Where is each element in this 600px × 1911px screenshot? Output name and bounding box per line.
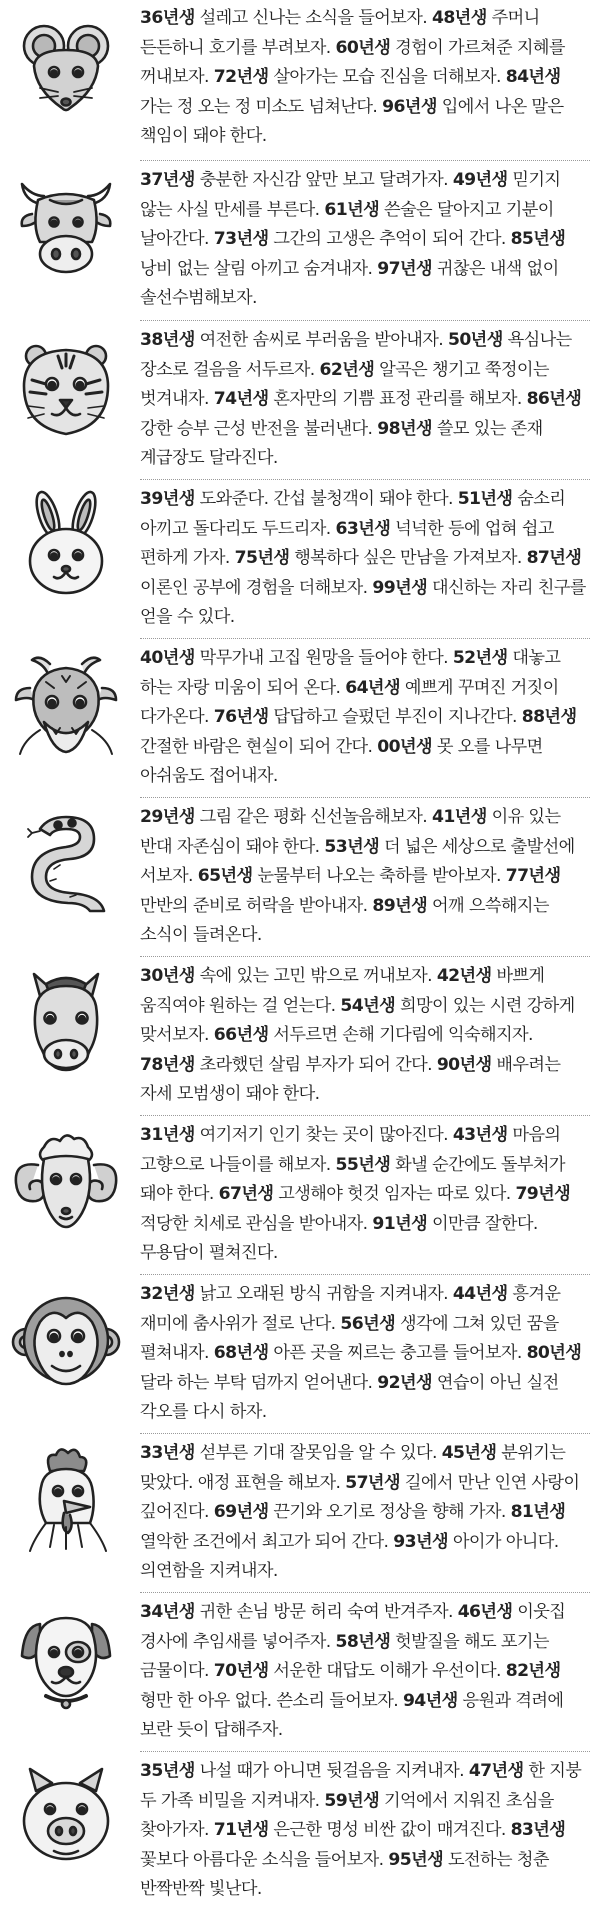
- horoscope-entry-horse: [0, 958, 600, 1116]
- birth-year-label: 97년생: [377, 258, 432, 279]
- fortune-text: 이웃집 경사에 추임새를 넣어주자.: [140, 1602, 566, 1652]
- sheep-icon: [10, 1125, 122, 1237]
- horoscope-entry-rat: [0, 0, 600, 158]
- birth-year-label: 94년생: [402, 1690, 458, 1711]
- fortune-text: 만반의 준비로 허락을 받아내자.: [140, 895, 373, 916]
- fortune-text: 연습이 아닌 실전 각오를 다시 하자.: [140, 1372, 559, 1422]
- birth-year-label: 86년생: [526, 389, 582, 409]
- birth-year-label: 81년생: [510, 1502, 566, 1522]
- fortune-text: 대신하는 자리 친구를 얻을 수 있다.: [140, 577, 586, 627]
- fortune-text: 혼자만의 기쁨 표정 관리를 해보자.: [268, 389, 527, 409]
- fortune-text: 한 지붕 두 가족 비밀을 지켜내자.: [140, 1761, 582, 1811]
- birth-year-label: 66년생: [213, 1025, 269, 1045]
- birth-year-label: 72년생: [213, 67, 269, 87]
- rabbit-icon: [10, 489, 122, 601]
- horoscope-entry-snake: [0, 799, 600, 957]
- birth-year-label: 29년생: [140, 807, 195, 827]
- birth-year-label: 92년생: [377, 1372, 432, 1393]
- fortune-text: 응원과 격려에 보란 듯이 답해주자.: [140, 1690, 564, 1740]
- birth-year-label: 35년생: [140, 1761, 195, 1781]
- birth-year-label: 91년생: [372, 1213, 428, 1234]
- dotted-divider: [140, 160, 590, 161]
- horoscope-text: [140, 1121, 588, 1269]
- fortune-text: 서운한 대답도 이해가 우선이다.: [268, 1661, 506, 1681]
- fortune-text: 입에서 나온 말은 책임이 돼야 한다.: [140, 96, 564, 146]
- fortune-text: 그림 같은 평화 신선놀음해보자.: [194, 807, 432, 827]
- fortune-text: 행복하다 싶은 만남을 가져보자.: [289, 548, 527, 568]
- horoscope-text: [140, 326, 588, 474]
- fortune-text: 못 오를 나무면 아쉬움도 접어내자.: [140, 736, 543, 786]
- birth-year-label: 38년생: [140, 330, 195, 350]
- fortune-text: 어깨 으쓱해지는 소식이 들려온다.: [140, 895, 549, 945]
- fortune-text: 열악한 조건에서 최고가 되어 간다.: [140, 1531, 394, 1552]
- birth-year-label: 40년생: [140, 648, 195, 668]
- birth-year-label: 82년생: [505, 1661, 561, 1681]
- birth-year-label: 49년생: [452, 170, 508, 190]
- horoscope-text: [140, 485, 588, 633]
- birth-year-label: 71년생: [213, 1820, 269, 1840]
- horoscope-text: [140, 1439, 588, 1587]
- birth-year-label: 54년생: [340, 995, 396, 1016]
- fortune-text: 섣부른 기대 잘못임을 알 수 있다.: [194, 1443, 442, 1463]
- birth-year-label: 95년생: [388, 1849, 444, 1870]
- birth-year-label: 62년생: [319, 359, 375, 380]
- fortune-text: 나설 때가 아니면 뒷걸음을 지켜내자.: [194, 1761, 469, 1781]
- fortune-text: 설레고 신나는 소식을 들어보자.: [194, 8, 432, 28]
- birth-year-label: 51년생: [457, 489, 513, 509]
- fortune-text: 더 넓은 세상으로 출발선에 서보자.: [140, 836, 575, 886]
- horoscope-entry-dog: [0, 1594, 600, 1752]
- birth-year-label: 61년생: [324, 199, 380, 220]
- dotted-divider: [140, 1751, 590, 1752]
- birth-year-label: 68년생: [213, 1343, 269, 1363]
- fortune-text: 귀찮은 내색 없이 솔선수범해보자.: [140, 258, 559, 308]
- fortune-text: 흥겨운 재미에 춤사위가 절로 난다.: [140, 1284, 561, 1334]
- birth-year-label: 30년생: [140, 966, 195, 986]
- fortune-text: 은근한 명성 비싼 값이 매겨진다.: [268, 1820, 511, 1840]
- birth-year-label: 56년생: [340, 1313, 396, 1334]
- birth-year-label: 75년생: [234, 548, 290, 568]
- birth-year-label: 45년생: [441, 1443, 497, 1463]
- horoscope-text: [140, 1757, 588, 1905]
- birth-year-label: 93년생: [393, 1531, 448, 1552]
- dog-icon: [10, 1602, 122, 1714]
- fortune-text: 아이가 아니다. 의연함을 지켜내자.: [140, 1531, 559, 1581]
- birth-year-label: 64년생: [345, 677, 400, 698]
- rat-icon: [10, 8, 122, 120]
- horoscope-text: [140, 4, 588, 152]
- fortune-text: 속에 있는 고민 밖으로 꺼내보자.: [194, 966, 437, 986]
- horoscope-text: [140, 803, 588, 951]
- horoscope-entry-rabbit: [0, 481, 600, 639]
- birth-year-label: 90년생: [436, 1054, 492, 1075]
- horoscope-text: [140, 962, 588, 1110]
- fortune-text: 알곡은 챙기고 쭉정이는 벗겨내자.: [140, 359, 549, 409]
- fortune-text: 바쁘게 움직여야 원하는 걸 얻는다.: [140, 966, 545, 1016]
- fortune-text: 꽃보다 아름다운 소식을 들어보자.: [140, 1849, 389, 1870]
- birth-year-label: 37년생: [140, 170, 195, 190]
- fortune-text: 그간의 고생은 추억이 되어 간다.: [268, 229, 511, 249]
- fortune-text: 배우려는 자세 모범생이 돼야 한다.: [140, 1054, 561, 1104]
- fortune-text: 달라 하는 부탁 덤까지 얻어낸다.: [140, 1372, 378, 1393]
- dotted-divider: [140, 1274, 590, 1275]
- birth-year-label: 63년생: [335, 518, 391, 539]
- fortune-text: 믿기지 않는 사실 만세를 부른다.: [140, 170, 561, 220]
- fortune-text: 욕심나는 장소로 걸음을 서두르자.: [140, 330, 572, 380]
- fortune-text: 충분한 자신감 앞만 보고 달려가자.: [194, 170, 453, 190]
- dotted-divider: [140, 638, 590, 639]
- fortune-text: 눈물부터 나오는 축하를 받아보자.: [252, 866, 506, 886]
- fortune-text: 여전한 솜씨로 부러움을 받아내자.: [194, 330, 448, 350]
- fortune-text: 이만큼 잘한다. 무용담이 펼쳐진다.: [140, 1213, 538, 1263]
- dotted-divider: [140, 479, 590, 480]
- tiger-icon: [10, 330, 122, 442]
- birth-year-label: 69년생: [213, 1502, 269, 1522]
- birth-year-label: 42년생: [436, 966, 492, 986]
- horoscope-entry-monkey: [0, 1276, 600, 1434]
- birth-year-label: 53년생: [324, 836, 380, 857]
- dotted-divider: [140, 320, 590, 321]
- dotted-divider: [140, 797, 590, 798]
- fortune-text: 여기저기 인기 찾는 곳이 많아진다.: [194, 1125, 453, 1145]
- fortune-text: 주머니 든든하니 호기를 부려보자.: [140, 8, 540, 58]
- birth-year-label: 50년생: [447, 330, 503, 350]
- birth-year-label: 36년생: [140, 8, 195, 28]
- dotted-divider: [140, 956, 590, 957]
- birth-year-label: 88년생: [521, 707, 577, 727]
- fortune-text: 강한 승부 근성 반전을 불러낸다.: [140, 418, 378, 439]
- horoscope-entry-ox: [0, 162, 600, 320]
- fortune-text: 이유 있는 반대 자존심이 돼야 한다.: [140, 807, 561, 857]
- fortune-text: 서두르면 손해 기다림에 익숙해지자.: [268, 1025, 533, 1045]
- birth-year-label: 55년생: [335, 1154, 391, 1175]
- birth-year-label: 79년생: [515, 1184, 571, 1204]
- horoscope-text: [140, 166, 588, 314]
- birth-year-label: 89년생: [372, 895, 428, 916]
- horoscope-text: [140, 1280, 588, 1428]
- birth-year-label: 83년생: [510, 1820, 566, 1840]
- fortune-text: 낡고 오래된 방식 귀함을 지켜내자.: [194, 1284, 453, 1304]
- fortune-text: 낭비 없는 살림 아끼고 숨겨내자.: [140, 258, 378, 279]
- dotted-divider: [140, 1592, 590, 1593]
- horoscope-entry-pig: [0, 1753, 600, 1911]
- fortune-text: 쓸모 있는 존재 계급장도 달라진다.: [140, 418, 543, 468]
- birth-year-label: 59년생: [324, 1790, 380, 1811]
- birth-year-label: 99년생: [372, 577, 428, 598]
- fortune-text: 대놓고 하는 자랑 미움이 되어 온다.: [140, 648, 561, 698]
- birth-year-label: 98년생: [377, 418, 432, 439]
- birth-year-label: 96년생: [382, 96, 437, 117]
- dotted-divider: [140, 1433, 590, 1434]
- monkey-icon: [10, 1284, 122, 1396]
- birth-year-label: 70년생: [213, 1661, 269, 1681]
- ox-icon: [10, 170, 122, 282]
- fortune-text: 경험이 가르쳐준 지혜를 꺼내보자.: [140, 37, 565, 87]
- fortune-text: 도와준다. 간섭 불청객이 돼야 한다.: [194, 489, 458, 509]
- birth-year-label: 33년생: [140, 1443, 195, 1463]
- fortune-text: 답답하고 슬펐던 부진이 지나간다.: [268, 707, 522, 727]
- horoscope-text: [140, 644, 588, 792]
- birth-year-label: 52년생: [452, 648, 508, 668]
- birth-year-label: 67년생: [218, 1184, 274, 1204]
- fortune-text: 분위기는 맞았다. 애정 표현을 해보자.: [140, 1443, 566, 1493]
- horoscope-entry-sheep: [0, 1117, 600, 1275]
- snake-icon: [10, 807, 122, 919]
- pig-icon: [10, 1761, 122, 1873]
- birth-year-label: 65년생: [197, 866, 253, 886]
- birth-year-label: 57년생: [345, 1472, 400, 1493]
- fortune-text: 간절한 바람은 현실이 되어 간다.: [140, 736, 378, 757]
- birth-year-label: 39년생: [140, 489, 195, 509]
- birth-year-label: 44년생: [452, 1284, 508, 1304]
- fortune-text: 쓴술은 달아지고 기분이 날아간다.: [140, 199, 554, 249]
- fortune-text: 희망이 있는 시련 강하게 맞서보자.: [140, 995, 575, 1045]
- fortune-text: 예쁘게 꾸며진 거짓이 다가온다.: [140, 677, 559, 727]
- birth-year-label: 41년생: [431, 807, 487, 827]
- birth-year-label: 32년생: [140, 1284, 195, 1304]
- dragon-icon: [10, 648, 122, 760]
- fortune-text: 가는 정 오는 정 미소도 넘쳐난다.: [140, 96, 383, 117]
- fortune-text: 이론인 공부에 경험을 더해보자.: [140, 577, 373, 598]
- fortune-text: 마음의 고향으로 나들이를 해보자.: [140, 1125, 561, 1175]
- horoscope-entry-rooster: [0, 1435, 600, 1593]
- fortune-text: 넉넉한 등에 업혀 쉽고 편하게 가자.: [140, 518, 554, 568]
- fortune-text: 숨소리 아끼고 돌다리도 두드리자.: [140, 489, 566, 539]
- fortune-text: 화낼 순간에도 돌부처가 돼야 한다.: [140, 1154, 565, 1204]
- birth-year-label: 60년생: [335, 37, 391, 58]
- birth-year-label: 48년생: [431, 8, 487, 28]
- fortune-text: 기억에서 지워진 초심을 찾아가자.: [140, 1790, 554, 1840]
- fortune-text: 고생해야 헛것 임자는 따로 있다.: [273, 1184, 516, 1204]
- fortune-text: 생각에 그쳐 있던 꿈을 펼쳐내자.: [140, 1313, 559, 1363]
- fortune-text: 형만 한 아우 없다. 쓴소리 들어보자.: [140, 1690, 403, 1711]
- fortune-text: 귀한 손님 방문 허리 숙여 반겨주자.: [194, 1602, 458, 1622]
- birth-year-label: 84년생: [505, 67, 561, 87]
- birth-year-label: 46년생: [457, 1602, 513, 1622]
- birth-year-label: 74년생: [213, 389, 269, 409]
- horoscope-entry-dragon: [0, 640, 600, 798]
- fortune-text: 헛발질을 해도 포기는 금물이다.: [140, 1631, 549, 1681]
- horoscope-text: [140, 1598, 588, 1746]
- rooster-icon: [10, 1443, 122, 1555]
- birth-year-label: 31년생: [140, 1125, 195, 1145]
- birth-year-label: 77년생: [505, 866, 561, 886]
- fortune-text: 살아가는 모습 진심을 더해보자.: [268, 67, 506, 87]
- horoscope-entry-tiger: [0, 322, 600, 480]
- fortune-text: 도전하는 청춘 반짝반짝 빛난다.: [140, 1849, 549, 1899]
- birth-year-label: 76년생: [213, 707, 269, 727]
- birth-year-label: 43년생: [452, 1125, 508, 1145]
- fortune-text: 적당한 치세로 관심을 받아내자.: [140, 1213, 373, 1234]
- birth-year-label: 85년생: [510, 229, 566, 249]
- birth-year-label: 73년생: [213, 229, 269, 249]
- horse-icon: [10, 966, 122, 1078]
- fortune-text: 길에서 만난 인연 사랑이 깊어진다.: [140, 1472, 580, 1522]
- birth-year-label: 80년생: [526, 1343, 582, 1363]
- dotted-divider: [140, 1115, 590, 1116]
- fortune-text: 막무가내 고집 원망을 들어야 한다.: [194, 648, 453, 668]
- birth-year-label: 87년생: [526, 548, 582, 568]
- birth-year-label: 58년생: [335, 1631, 391, 1652]
- birth-year-label: 47년생: [468, 1761, 524, 1781]
- fortune-text: 끈기와 오기로 정상을 향해 가자.: [268, 1502, 511, 1522]
- birth-year-label: 00년생: [377, 736, 432, 757]
- birth-year-label: 34년생: [140, 1602, 195, 1622]
- fortune-text: 초라했던 살림 부자가 되어 간다.: [194, 1054, 437, 1075]
- fortune-text: 아픈 곳을 찌르는 충고를 들어보자.: [268, 1343, 527, 1363]
- birth-year-label: 78년생: [140, 1054, 195, 1075]
